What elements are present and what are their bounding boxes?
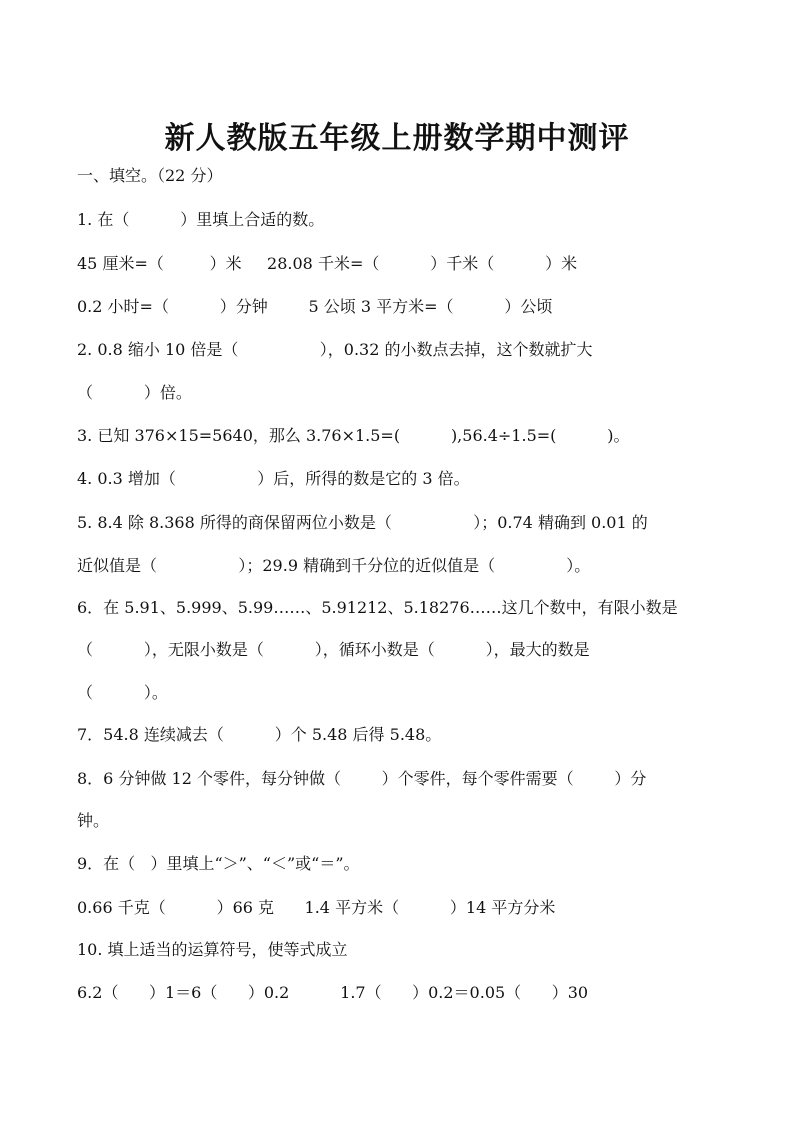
question-7: 7．54.8 连续减去（ ）个 5.48 后得 5.48。: [77, 725, 442, 744]
question-6-end: （ ）。: [77, 683, 168, 702]
question-2: 2. 0.8 缩小 10 倍是（ ），0.32 的小数点去掉，这个数就扩大: [77, 340, 593, 359]
question-3: 3. 已知 376×15=5640，那么 3.76×1.5=( ),56.4÷1.5=( )。: [77, 426, 630, 445]
question-9-row: 0.66 千克（ ）66 克 1.4 平方米（ ）14 平方分米: [77, 898, 556, 917]
section-heading-fill-blank: 一、填空。（22 分）: [77, 166, 223, 185]
question-6: 6．在 5.91、5.999、5.99……、5.91212、5.18276……这几个数中，有限小数是: [77, 598, 678, 617]
question-10-row: 6.2（ ）1＝6（ ）0.2 1.7（ ）0.2＝0.05（ ）30: [77, 983, 589, 1002]
page-title: 新人教版五年级上册数学期中测评: [164, 121, 630, 156]
question-2-continued: （ ）倍。: [77, 383, 192, 402]
question-10: 10. 填上适当的运算符号，使等式成立: [77, 940, 348, 959]
question-5: 5. 8.4 除 8.368 所得的商保留两位小数是（ ）；0.74 精确到 0.01 的: [77, 513, 648, 532]
question-5-continued: 近似值是（ ）；29.9 精确到千分位的近似值是（ ）。: [77, 556, 591, 575]
question-8-continued: 钟。: [77, 811, 110, 830]
question-4: 4. 0.3 增加（ ）后，所得的数是它的 3 倍。: [77, 469, 470, 488]
question-8: 8．6 分钟做 12 个零件，每分钟做（ ）个零件，每个零件需要（ ）分: [77, 769, 647, 788]
question-1-row-1: 45 厘米=（ ）米 28.08 千米=（ ）千米（ ）米: [77, 254, 578, 273]
question-1: 1. 在（ ）里填上合适的数。: [77, 210, 325, 229]
question-9: 9．在（ ）里填上“＞”、“＜”或“＝”。: [77, 854, 360, 873]
question-6-continued: （ ），无限小数是（ ），循环小数是（ ），最大的数是: [77, 640, 590, 659]
question-1-row-2: 0.2 小时=（ ）分钟 5 公顷 3 平方米=（ ）公顷: [77, 297, 553, 316]
